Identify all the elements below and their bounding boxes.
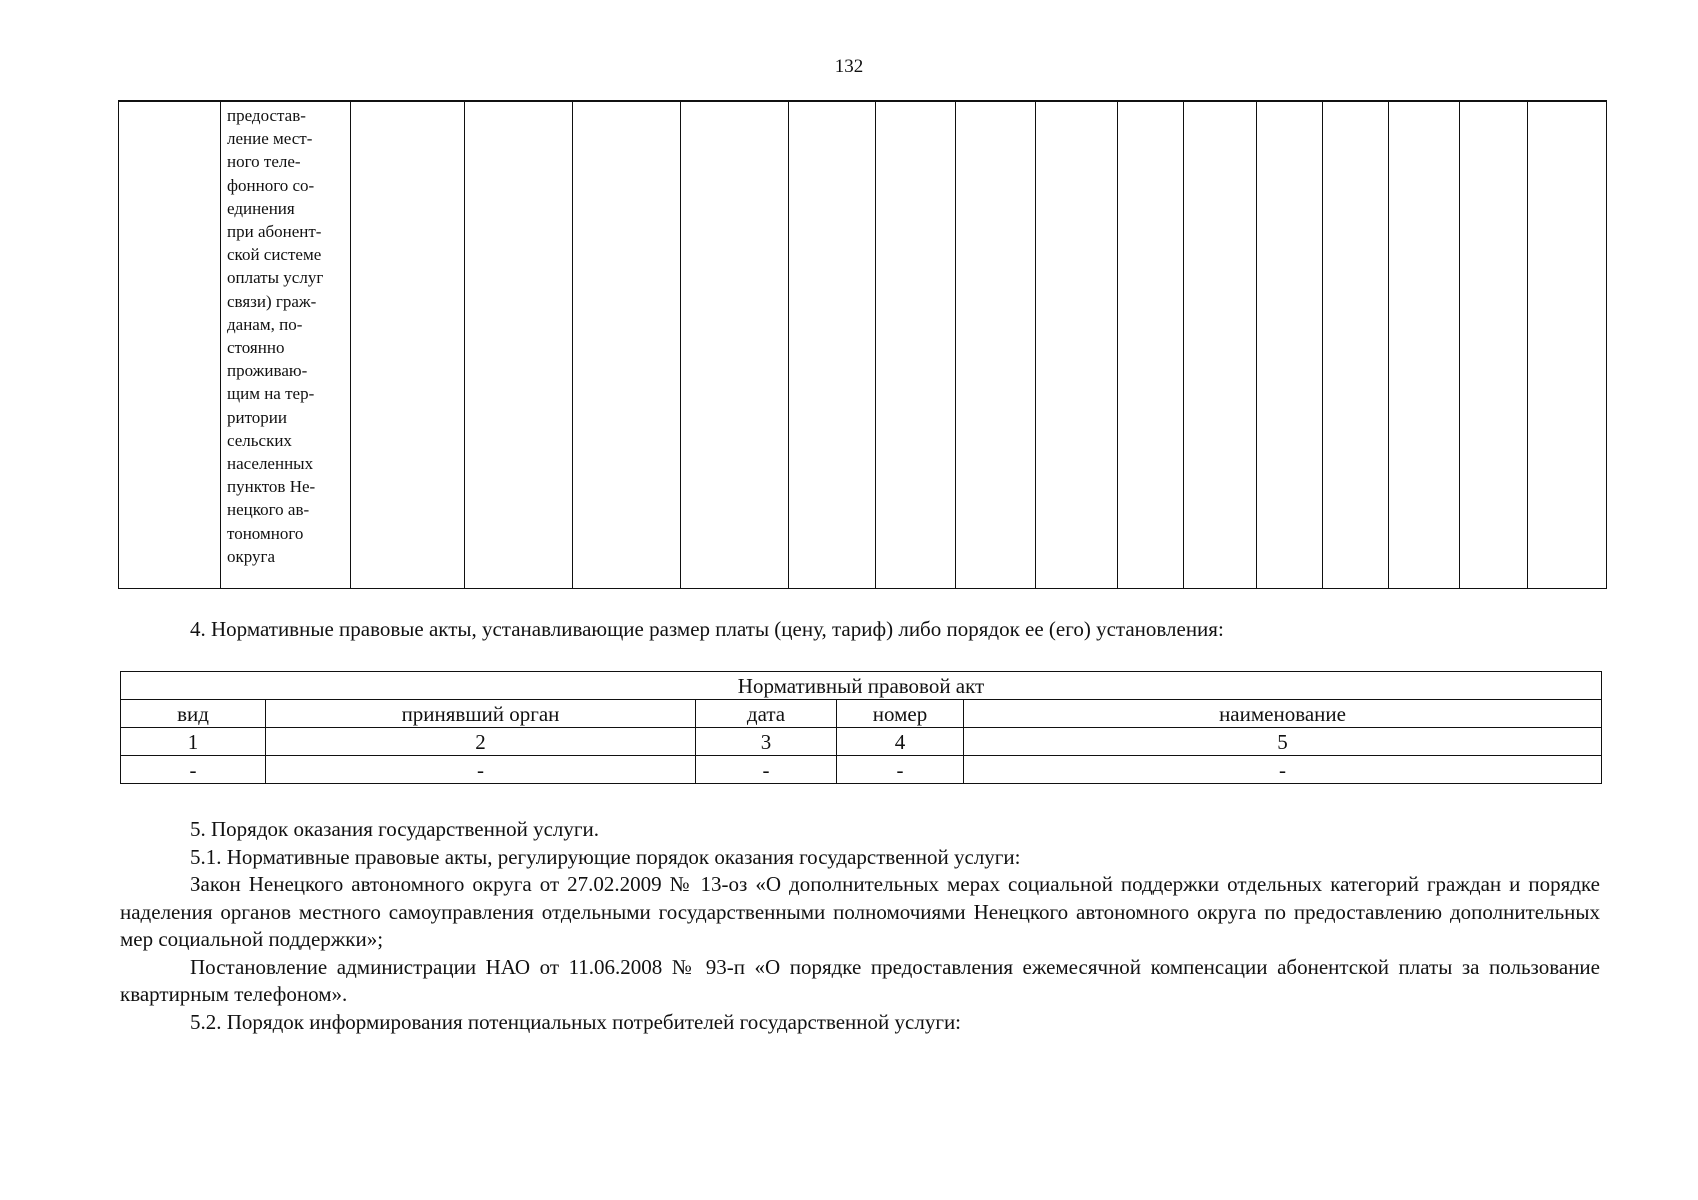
section-4-heading: 4. Нормативные правовые акты, устанавливающие размер платы (цену, тариф) либо порядок ее (его) установления: <box>190 617 1224 641</box>
column-number: 4 <box>837 728 964 756</box>
column-number: 1 <box>121 728 266 756</box>
table-cell <box>876 101 956 589</box>
paragraph: 5.1. Нормативные правовые акты, регулирующие порядок оказания государственной услуги: <box>190 844 1021 869</box>
column-number: 2 <box>266 728 696 756</box>
table-cell: - <box>121 756 266 784</box>
table-cell: - <box>696 756 837 784</box>
table-cell <box>573 101 681 589</box>
table-cell <box>1036 101 1118 589</box>
continuation-table <box>118 100 1607 589</box>
table-row <box>119 101 1607 589</box>
column-number-row <box>121 728 1602 756</box>
column-number: 5 <box>964 728 1602 756</box>
table-cell <box>1323 101 1389 589</box>
paragraph: 5. Порядок оказания государственной услуги. <box>190 817 599 841</box>
table-cell <box>681 101 789 589</box>
table-cell <box>1184 101 1257 589</box>
table-title: Нормативный правовой акт <box>121 672 1602 700</box>
service-description: предостав- ление мест- ного теле- фонного со- единения при абонент- ской системе оплаты услуг связи) граж- данам, по- стоянно проживаю- щим на тер- ритории сельских населенных пунктов Не- нецкого ав- тономного округа <box>227 106 324 566</box>
table-row <box>121 756 1602 784</box>
paragraph: 5.2. Порядок информирования потенциальных потребителей государственной услуги: <box>190 1009 962 1034</box>
legal-acts-table <box>120 671 1602 784</box>
page-number: 132 <box>834 56 864 77</box>
table-header-row <box>121 700 1602 728</box>
table-cell: - <box>266 756 696 784</box>
table-cell <box>465 101 573 589</box>
table-cell <box>1118 101 1184 589</box>
table-cell <box>119 101 221 589</box>
header-cell: номер <box>837 700 964 728</box>
table-cell <box>1389 101 1460 589</box>
column-number: 3 <box>696 728 837 756</box>
table-cell <box>351 101 465 589</box>
paragraph: Постановление администрации НАО от 11.06.2008 № 93-п «О порядке предоставления ежемесячной компенсации абонентской платы за пользование квартирным телефоном». <box>120 954 1600 1006</box>
table-cell <box>221 101 351 589</box>
table-cell <box>1528 101 1607 589</box>
table-title-row <box>121 672 1602 700</box>
header-cell: наименование <box>964 700 1602 728</box>
section-5 <box>120 816 1600 1036</box>
header-cell: вид <box>121 700 266 728</box>
table-cell <box>1257 101 1323 589</box>
table-cell: - <box>837 756 964 784</box>
table-cell <box>1460 101 1528 589</box>
paragraph: Закон Ненецкого автономного округа от 27.02.2009 № 13-оз «О дополнительных мерах социальной поддержки отдельных категорий граждан и порядке наделения органов местного самоуправления отдельными государственными полномочиями Ненецкого автономного округа по предоставлению дополнительных мер социальной поддержки»; <box>120 872 1600 951</box>
table-cell: - <box>964 756 1602 784</box>
header-cell: дата <box>696 700 837 728</box>
table-cell <box>789 101 876 589</box>
header-cell: принявший орган <box>266 700 696 728</box>
table-cell <box>956 101 1036 589</box>
